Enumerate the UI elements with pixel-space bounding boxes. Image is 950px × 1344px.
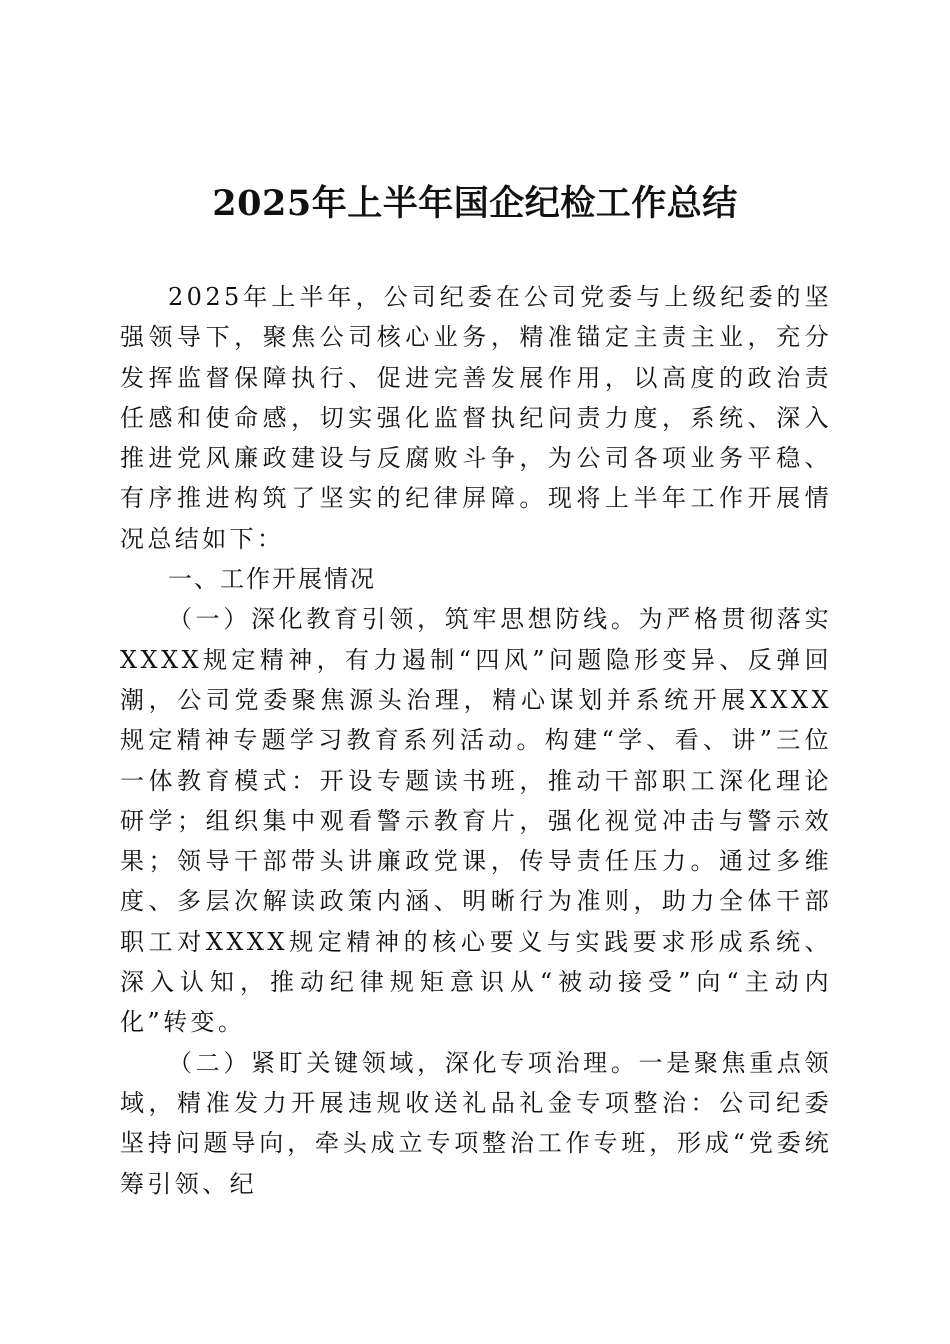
document-body xyxy=(120,277,832,1204)
item-1-body: 为严格贯彻落实XXXX规定精神，有力遏制“四风”问题隐形变异、反弹回潮，公司党委聚焦源头治理，精心谋划并系统开展XXXX规定精神专题学习教育系列活动。构建“学、看、讲”三位一体教育模式：开设专题读书班，推动干部职工深化理论研学；组织集中观看警示教育片，强化视觉冲击与警示效果；领导干部带头讲廉政党课，传导责任压力。通过多维度、多层次解读政策内涵、明晰行为准则，助力全体干部职工对XXXX规定精神的核心要义与实践要求形成系统、深入认知，推动纪律规矩意识从“被动接受”向“主动内化”转变。 xyxy=(120,605,832,1037)
section-heading: 一、工作开展情况 xyxy=(168,565,376,594)
item-2-body: 一是聚焦重点领域，精准发力开展违规收送礼品礼金专项整治：公司纪委坚持问题导向，牵头成立专项整治工作专班，形成“党委统筹引领、纪 xyxy=(120,1048,832,1198)
intro-paragraph: 2025年上半年，公司纪委在公司党委与上级纪委的坚强领导下，聚焦公司核心业务，精准锚定主责主业，充分发挥监督保障执行、促进完善发展作用，以高度的政治责任感和使命感，切实强化监督执纪问责力度，系统、深入推进党风廉政建设与反腐败斗争，为公司各项业务平稳、有序推进构筑了坚实的纪律屏障。现将上半年工作开展情况总结如下： xyxy=(120,283,832,553)
item-1-paragraph xyxy=(120,599,832,1042)
item-2-paragraph xyxy=(120,1043,832,1204)
item-1-lead: （一）深化教育引领，筑牢思想防线。 xyxy=(168,605,639,634)
item-2-lead: （二）紧盯关键领域，深化专项治理。 xyxy=(168,1048,639,1077)
document-title: 2025年上半年国企纪检工作总结 xyxy=(212,183,738,224)
